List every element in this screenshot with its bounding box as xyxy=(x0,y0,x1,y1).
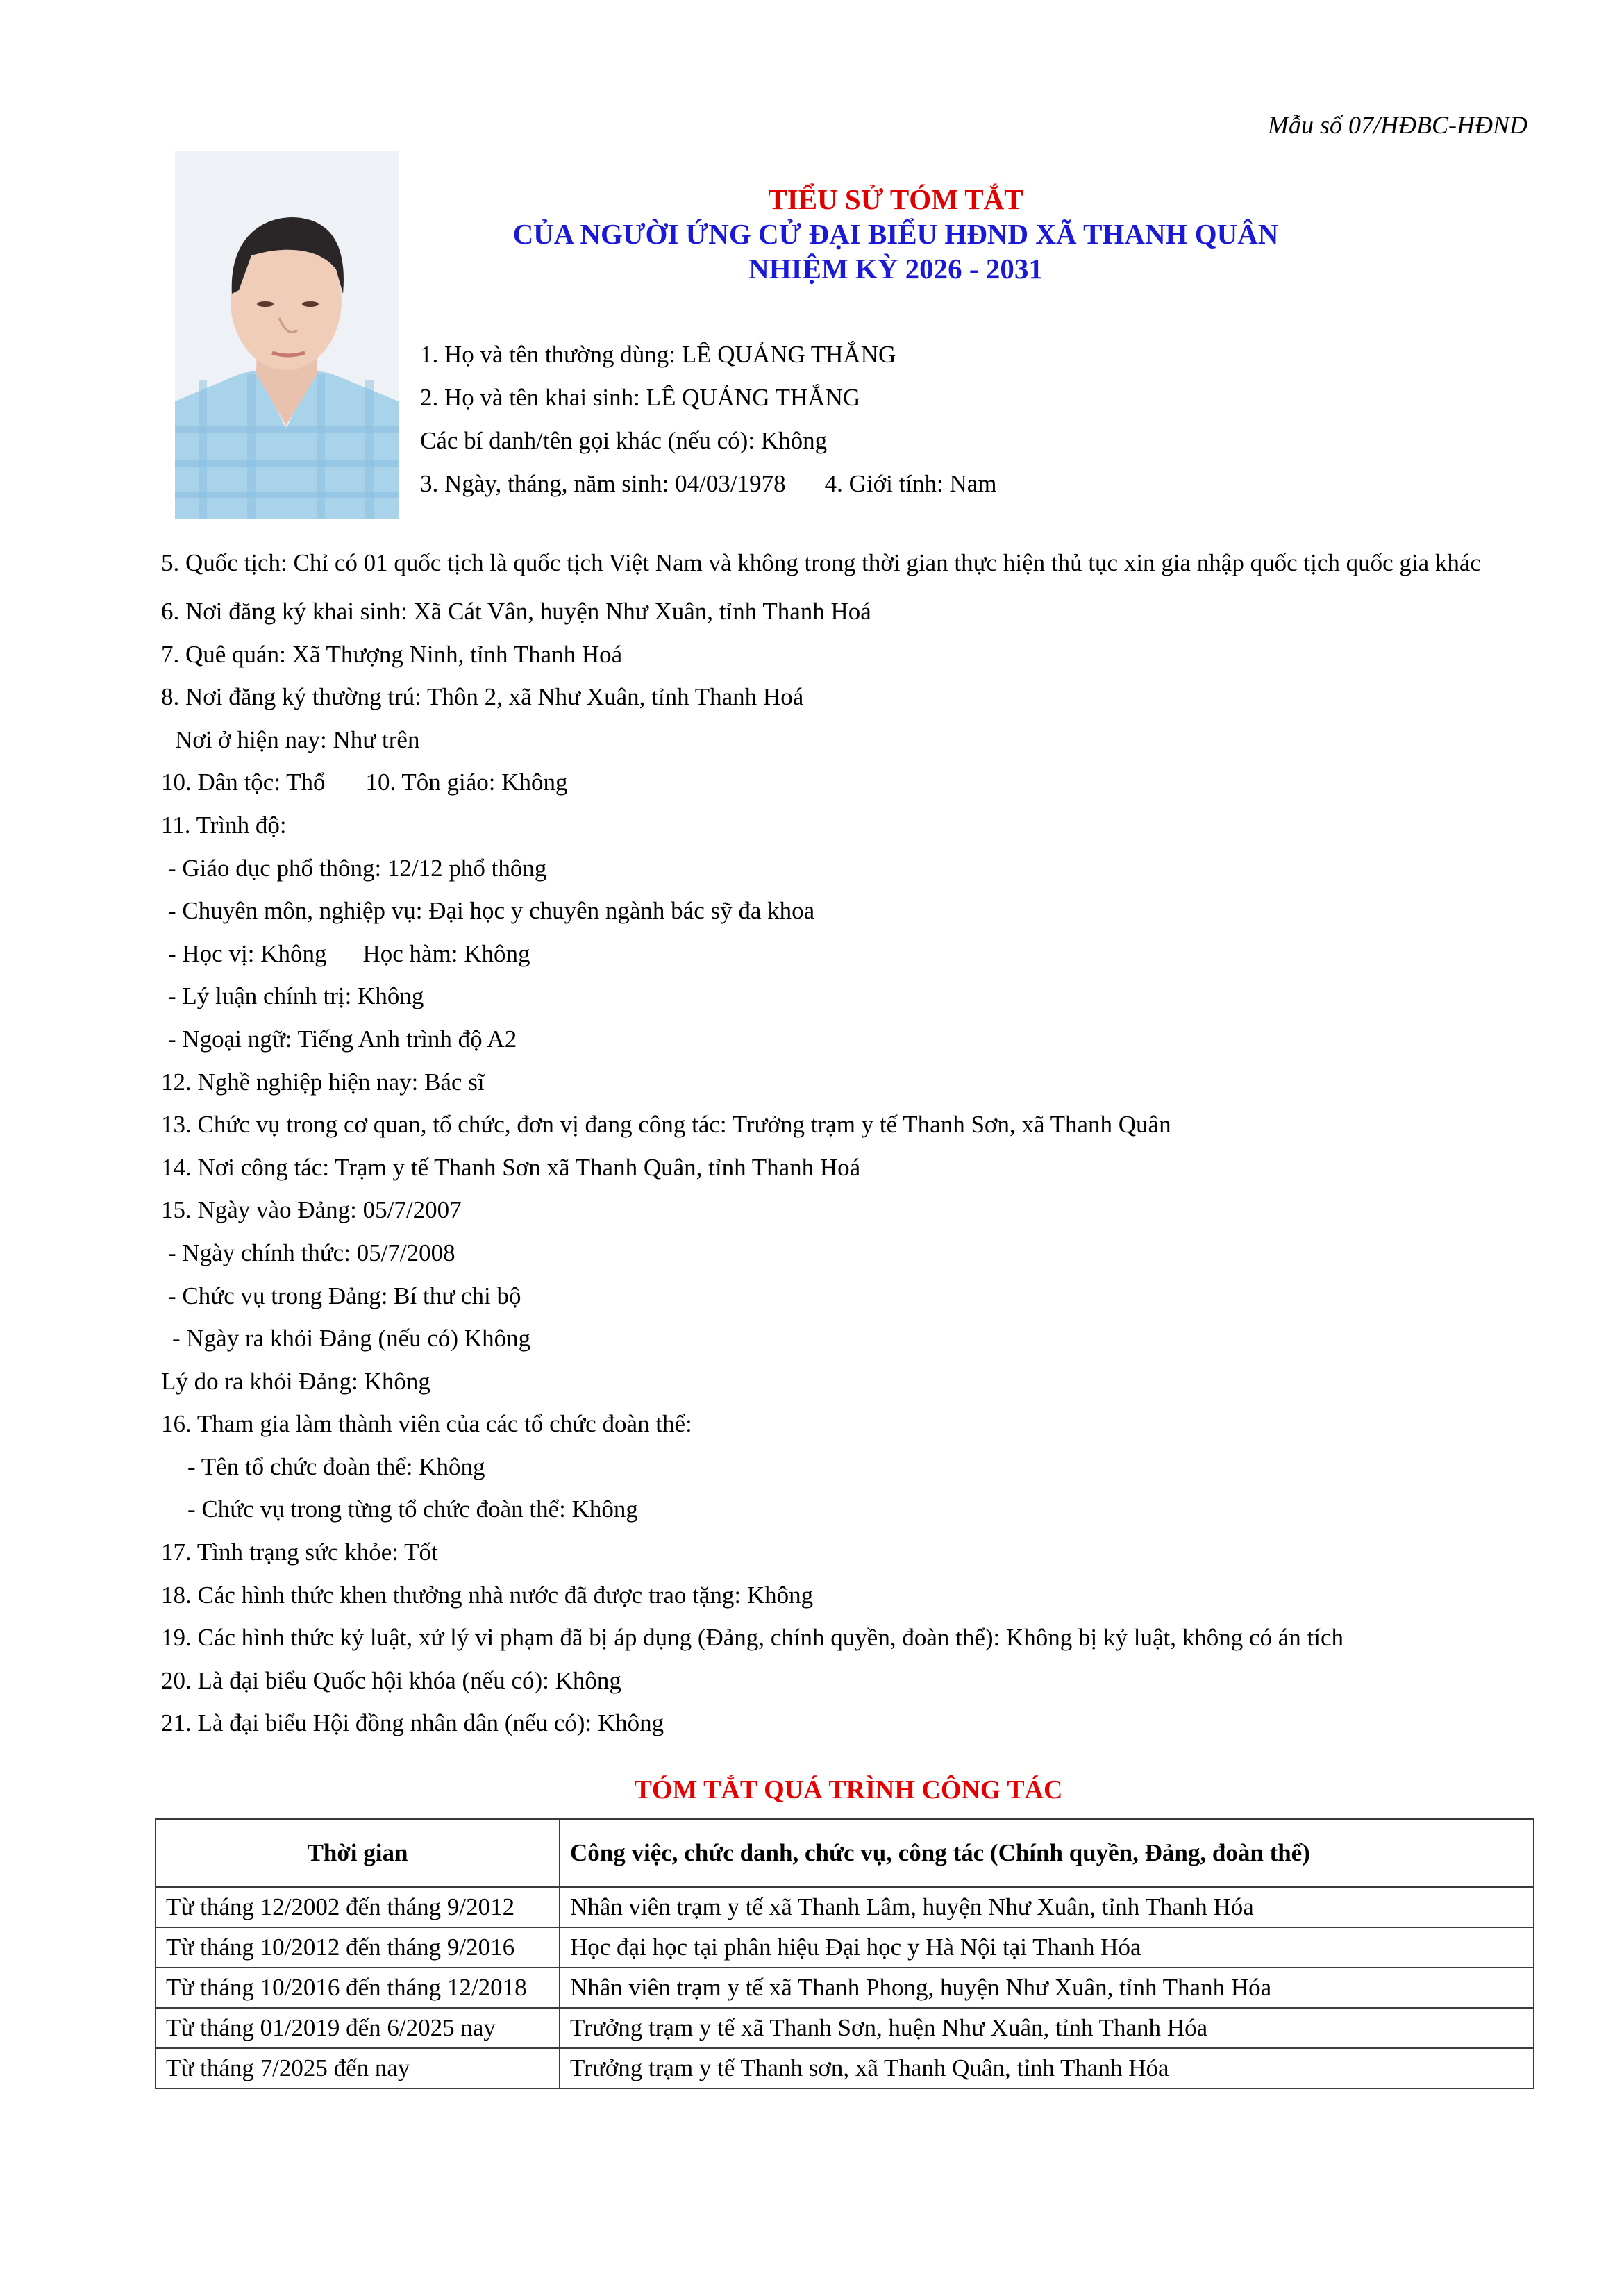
portrait-photo xyxy=(175,151,399,519)
period-cell: Từ tháng 01/2019 đến 6/2025 nay xyxy=(156,2008,560,2048)
table-row xyxy=(156,1887,1534,1927)
party-join-date: 15. Ngày vào Đảng: 05/7/2007 xyxy=(161,1196,462,1224)
table-row xyxy=(156,1968,1534,2008)
hometown: 7. Quê quán: Xã Thượng Ninh, tỉnh Thanh Hoá xyxy=(161,640,623,668)
position: 13. Chức vụ trong cơ quan, tổ chức, đơn vị đang công tác: Trưởng trạm y tế Thanh Sơn, xã Thanh Quân xyxy=(161,1111,1171,1139)
biography-fields xyxy=(161,547,1522,1745)
role-cell: Nhân viên trạm y tế xã Thanh Lâm, huyện Như Xuân, tỉnh Thanh Hóa xyxy=(560,1887,1534,1927)
organizations-heading: 16. Tham gia làm thành viên của các tổ chức đoàn thể: xyxy=(161,1410,692,1438)
organization-position: - Chức vụ trong từng tổ chức đoàn thể: Không xyxy=(187,1495,638,1523)
table-row xyxy=(156,2008,1534,2048)
period-cell: Từ tháng 12/2002 đến tháng 9/2012 xyxy=(156,1887,560,1927)
peoples-council: 21. Là đại biểu Hội đồng nhân dân (nếu có): Không xyxy=(161,1709,664,1737)
role-cell: Trưởng trạm y tế xã Thanh Sơn, huện Như Xuân, tỉnh Thanh Hóa xyxy=(560,2008,1534,2048)
dob-gender-row xyxy=(420,462,1323,505)
party-leave-date: - Ngày ra khỏi Đảng (nếu có) Không xyxy=(172,1325,531,1352)
party-position: - Chức vụ trong Đảng: Bí thư chi bộ xyxy=(168,1282,521,1309)
education-heading: 11. Trình độ: xyxy=(161,811,287,839)
profession: - Chuyên môn, nghiệp vụ: Đại học y chuyên ngành bác sỹ đa khoa xyxy=(168,897,815,925)
discipline: 19. Các hình thức kỷ luật, xử lý vi phạm đã bị áp dụng (Đảng, chính quyền, đoàn thể): Không bị kỷ luật, không có án tích xyxy=(161,1624,1344,1652)
birth-registration: 6. Nơi đăng ký khai sinh: Xã Cát Vân, huyện Như Xuân, tỉnh Thanh Hoá xyxy=(161,598,871,625)
photo-caption xyxy=(175,522,300,526)
period-cell: Từ tháng 7/2025 đến nay xyxy=(156,2048,560,2088)
title-line-1: TIỂU SỬ TÓM TẮT xyxy=(768,183,1023,215)
work-history-title: TÓM TẮT QUÁ TRÌNH CÔNG TÁC xyxy=(634,1775,1063,1804)
table-header-row xyxy=(156,1819,1534,1887)
nationality: 5. Quốc tịch: Chỉ có 01 quốc tịch là quốc tịch Việt Nam và không trong thời gian thực hiện thủ tục xin gia nhập quốc tịch quốc gia khác xyxy=(161,549,1481,576)
period-cell: Từ tháng 10/2012 đến tháng 9/2016 xyxy=(156,1927,560,1968)
national-assembly: 20. Là đại biểu Quốc hội khóa (nếu có): Không xyxy=(161,1666,621,1694)
party-leave-reason: Lý do ra khỏi Đảng: Không xyxy=(161,1367,430,1395)
title-line-3: NHIỆM KỲ 2026 - 2031 xyxy=(748,253,1043,285)
column-header-role: Công việc, chức danh, chức vụ, công tác (Chính quyền, Đảng, đoàn thể) xyxy=(560,1819,1534,1887)
portrait-image xyxy=(175,151,399,519)
aliases: Các bí danh/tên gọi khác (nếu có): Không xyxy=(420,427,828,454)
ethnicity-religion-row xyxy=(161,761,1522,804)
occupation: 12. Nghề nghiệp hiện nay: Bác sĩ xyxy=(161,1068,485,1096)
ethnicity: 10. Dân tộc: Thổ xyxy=(161,769,326,796)
awards: 18. Các hình thức khen thưởng nhà nước đã được trao tặng: Không xyxy=(161,1581,814,1609)
common-name: 1. Họ và tên thường dùng: LÊ QUẢNG THẮNG xyxy=(420,341,896,368)
document-title xyxy=(389,182,1403,286)
political-theory: - Lý luận chính trị: Không xyxy=(168,982,424,1010)
work-history-table xyxy=(155,1818,1534,2089)
academic-title: Học hàm: Không xyxy=(362,939,530,967)
degree-title-row xyxy=(161,932,1522,975)
gender: 4. Giới tính: Nam xyxy=(824,470,997,497)
role-cell: Học đại học tại phân hiệu Đại học y Hà Nội tại Thanh Hóa xyxy=(560,1927,1534,1968)
foreign-language: - Ngoại ngữ: Tiếng Anh trình độ A2 xyxy=(168,1025,517,1053)
general-education: - Giáo dục phổ thông: 12/12 phổ thông xyxy=(168,854,547,882)
table-row xyxy=(156,1927,1534,1968)
role-cell: Nhân viên trạm y tế xã Thanh Phong, huyện Như Xuân, tỉnh Thanh Hóa xyxy=(560,1968,1534,2008)
health-status: 17. Tình trạng sức khỏe: Tốt xyxy=(161,1539,438,1566)
column-header-period: Thời gian xyxy=(156,1819,560,1887)
form-code: Mẫu số 07/HĐBC-HĐND xyxy=(1268,111,1527,139)
role-cell: Trưởng trạm y tế Thanh sơn, xã Thanh Quân, tỉnh Thanh Hóa xyxy=(560,2048,1534,2088)
party-official-date: - Ngày chính thức: 05/7/2008 xyxy=(168,1239,455,1266)
period-cell: Từ tháng 10/2016 đến tháng 12/2018 xyxy=(156,1968,560,2008)
table-row xyxy=(156,2048,1534,2088)
current-residence: Nơi ở hiện nay: Như trên xyxy=(175,726,420,753)
title-line-2: CỦA NGƯỜI ỨNG CỬ ĐẠI BIỂU HĐND XÃ THANH QUÂN xyxy=(512,218,1279,250)
permanent-residence: 8. Nơi đăng ký thường trú: Thôn 2, xã Như Xuân, tỉnh Thanh Hoá xyxy=(161,683,804,711)
religion: 10. Tôn giáo: Không xyxy=(365,769,568,796)
personal-info-header xyxy=(420,333,1323,505)
organization-name: - Tên tổ chức đoàn thể: Không xyxy=(187,1452,485,1480)
date-of-birth: 3. Ngày, tháng, năm sinh: 04/03/1978 xyxy=(420,470,786,497)
workplace: 14. Nơi công tác: Trạm y tế Thanh Sơn xã Thanh Quân, tỉnh Thanh Hoá xyxy=(161,1153,861,1181)
birth-name: 2. Họ và tên khai sinh: LÊ QUẢNG THẮNG xyxy=(420,384,861,411)
degree: - Học vị: Không xyxy=(168,939,327,967)
